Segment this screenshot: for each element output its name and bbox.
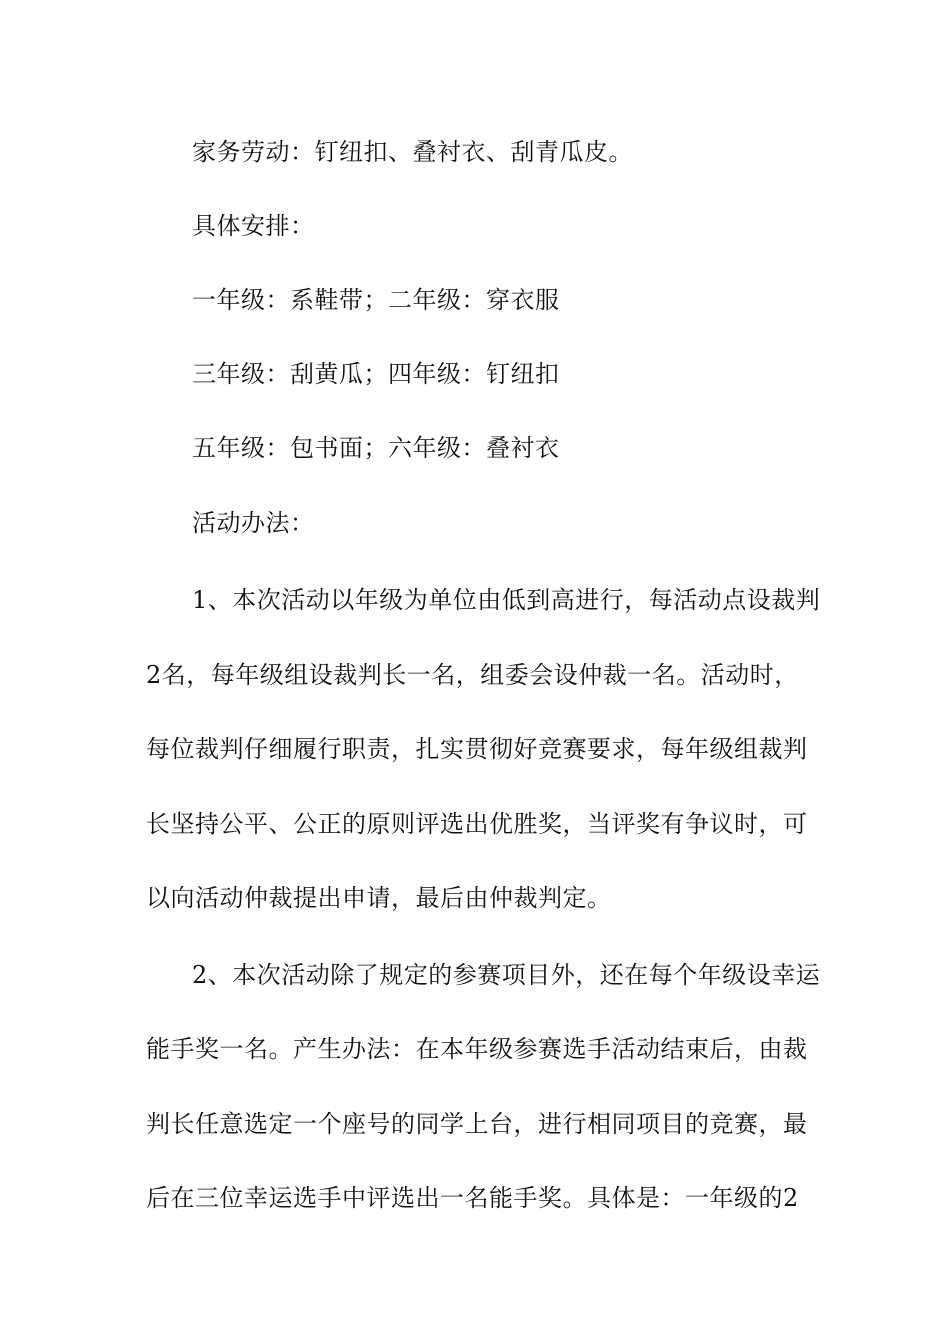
text-line-item-2-cont-1: 能手奖一名。产生办法：在本年级参赛选手活动结束后，由裁 xyxy=(146,1035,808,1063)
text-line-housework: 家务劳动：钉纽扣、叠衬衣、刮青瓜皮。 xyxy=(192,138,633,166)
text-line-item-1-end: 以向活动仲裁提出申请，最后由仲裁判定。 xyxy=(146,884,612,912)
text-line-grade-1-2: 一年级：系鞋带；二年级：穿衣服 xyxy=(192,286,560,314)
text-line-grade-3-4: 三年级：刮黄瓜；四年级：钉纽扣 xyxy=(192,360,560,388)
text-line-item-1-cont-2: 每位裁判仔细履行职责，扎实贯彻好竞赛要求，每年级组裁判 xyxy=(146,735,808,763)
text-line-item-1-start: 1、本次活动以年级为单位由低到高进行，每活动点设裁判 xyxy=(192,586,821,614)
text-line-grade-5-6: 五年级：包书面；六年级：叠衬衣 xyxy=(192,434,560,462)
text-line-arrangement-heading: 具体安排： xyxy=(192,212,315,240)
text-line-item-2-cont-2: 判长任意选定一个座号的同学上台，进行相同项目的竞赛，最 xyxy=(146,1110,808,1138)
text-line-method-heading: 活动办法： xyxy=(192,509,315,537)
text-line-item-2-cont-3: 后在三位幸运选手中评选出一名能手奖。具体是：一年级的2 xyxy=(146,1184,799,1212)
text-line-item-1-cont-3: 长坚持公平、公正的原则评选出优胜奖，当评奖有争议时，可 xyxy=(146,810,808,838)
text-line-item-1-cont-1: 2名，每年级组设裁判长一名，组委会设仲裁一名。活动时， xyxy=(146,661,799,689)
text-line-item-2-start: 2、本次活动除了规定的参赛项目外，还在每个年级设幸运 xyxy=(192,961,821,989)
